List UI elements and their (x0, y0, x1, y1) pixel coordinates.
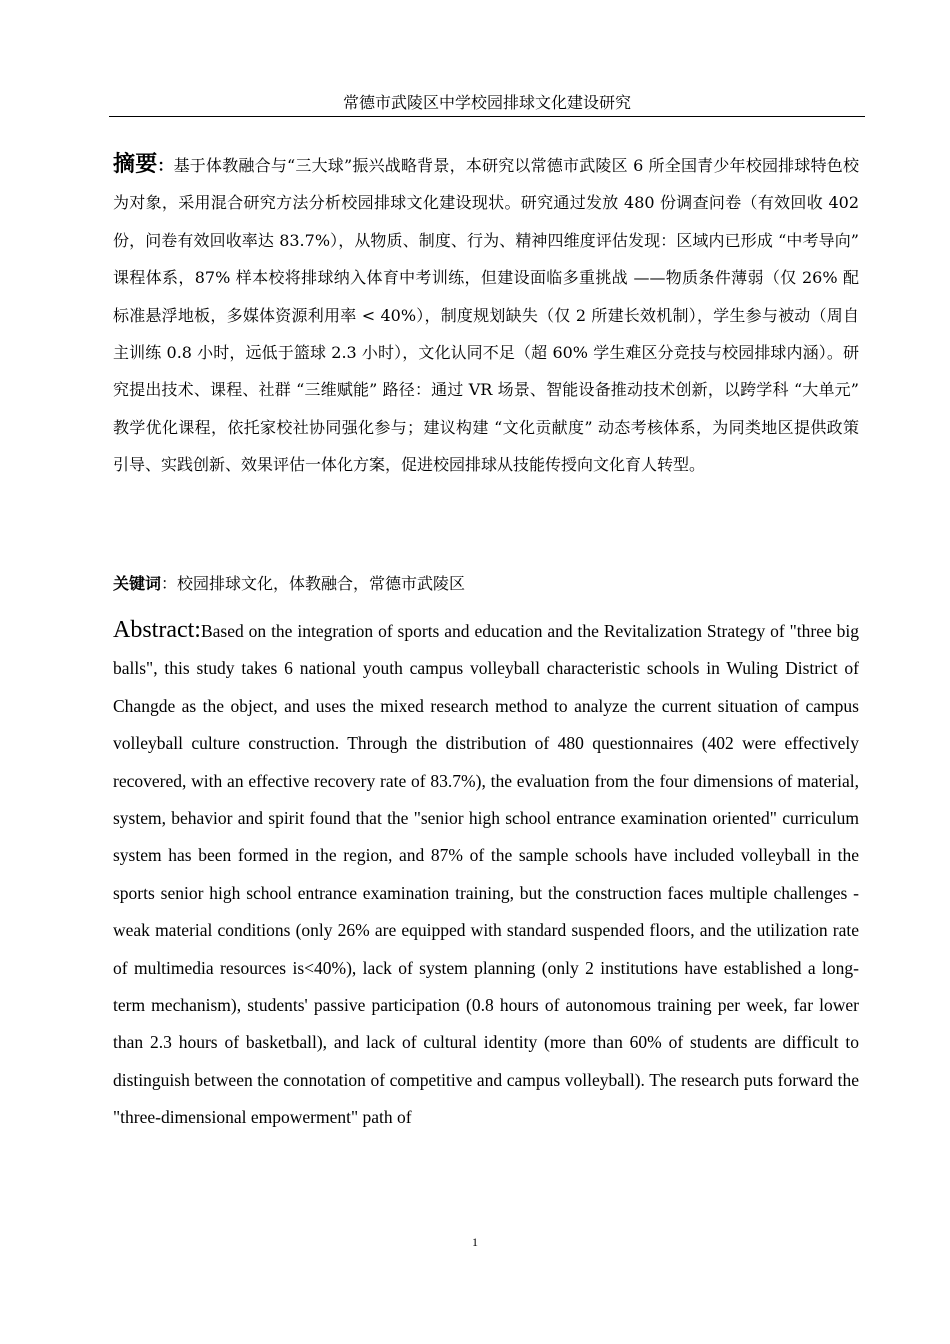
keywords-line (113, 572, 859, 596)
chinese-abstract-body: 基于体教融合与“三大球”振兴战略背景，本研究以常德市武陵区 6 所全国青少年校园排球特色校为对象，采用混合研究方法分析校园排球文化建设现状。研究通过发放 480 份调查问卷（有效回收 402 份，问卷有效回收率达 83.7%），从物质、制度、行为、精神四维度评估发现：区域内已形成 “中考导向” 课程体系，87% 样本校将排球纳入体育中考训练，但建设面临多重挑战 ——物质条件薄弱（仅 26% 配标准悬浮地板，多媒体资源利用率 < 40%），制度规划缺失（仅 2 所建长效机制），学生参与被动（周自主训练 0.8 小时，远低于篮球 2.3 小时），文化认同不足（超 60% 学生难区分竞技与校园排球内涵）。研究提出技术、课程、社群 “三维赋能” 路径：通过 VR 场景、智能设备推动技术创新，以跨学科 “大单元” 教学优化课程，依托家校社协同强化参与；建议构建 “文化贡献度” 动态考核体系，为同类地区提供政策引导、实践创新、效果评估一体化方案，促进校园排球从技能传授向文化育人转型。 (113, 156, 859, 475)
english-abstract (113, 612, 859, 1137)
keywords-text: 校园排球文化，体教融合，常德市武陵区 (177, 574, 466, 593)
page-number: 1 (472, 1235, 478, 1249)
english-abstract-heading: Abstract: (113, 617, 201, 643)
chinese-abstract (113, 146, 859, 484)
chinese-abstract-heading-colon: ： (157, 156, 174, 175)
keywords-label: 关键词 (113, 574, 162, 593)
keywords-colon: ： (161, 574, 178, 593)
chinese-abstract-heading: 摘要 (113, 152, 158, 177)
running-header: 常德市武陵区中学校园排球文化建设研究 (109, 92, 865, 117)
english-abstract-body: Based on the integration of sports and education and the Revitalization Strategy of "three big balls", this study takes 6 national youth campus volleyball characteristic schools in Wuling District of Changde as the object, and uses the mixed research method to analyze the current situation of campus volleyball culture construction. Through the distribution of 480 questionnaires (402 were effectively recovered, with an effective recovery rate of 83.7%), the evaluation from the four dimensions of material, system, behavior and spirit found that the "senior high school entrance examination oriented" curriculum system has been formed in the region, and 87% of the sample schools have included volleyball in the sports senior high school entrance examination training, but the construction faces multiple challenges - weak material conditions (only 26% are equipped with standard suspended floors, and the utilization rate of multimedia resources is<40%), lack of system planning (only 2 institutions have established a long-term mechanism), students' passive participation (0.8 hours of autonomous training per week, far lower than 2.3 hours of basketball), and lack of cultural identity (more than 60% of students are difficult to distinguish between the connotation of competitive and campus volleyball). The research puts forward the "three-dimensional empowerment" path of (113, 621, 859, 1128)
